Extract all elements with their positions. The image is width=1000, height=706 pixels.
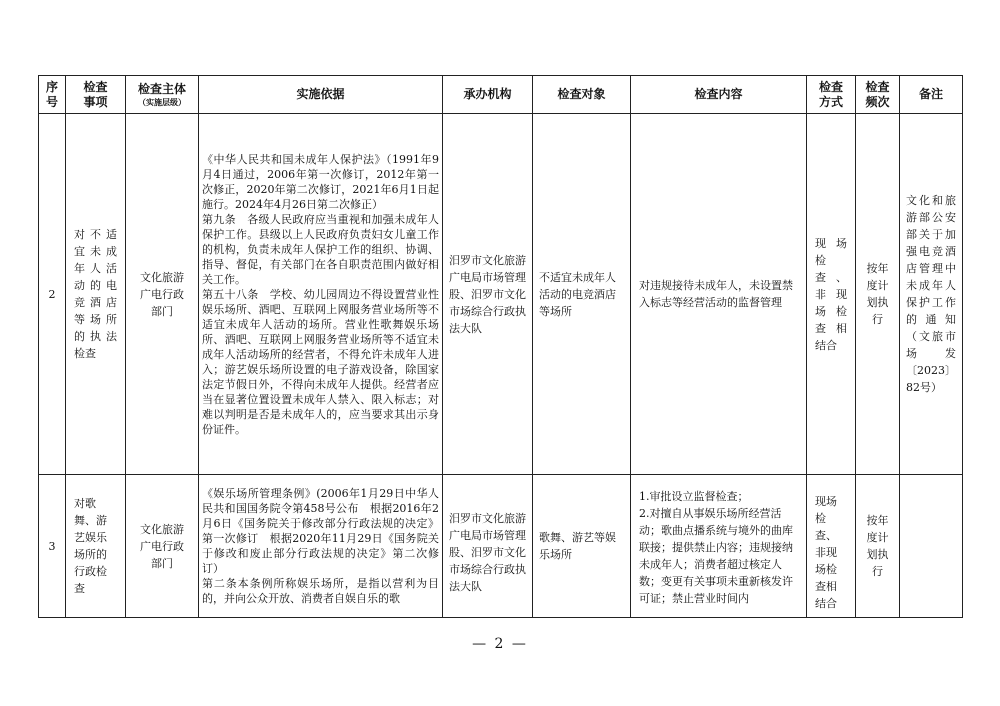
header-frequency: 检查频次 bbox=[856, 76, 900, 114]
header-method: 检查方式 bbox=[807, 76, 856, 114]
row-method: 现场检查、非现场检查相结合 bbox=[807, 475, 856, 618]
row-content: 1.审批设立监督检查； 2.对擅自从事娱乐场所经营活动；歌曲点播系统与境外的曲库联接；提供禁止内容；违规接纳未成年人；消费者超过核定人数；变更有关事项未重新核发许可证；禁止营业时间内 bbox=[631, 475, 807, 618]
page-number: — 2 — bbox=[472, 636, 528, 652]
row-subject: 文化旅游广电行政部门 bbox=[126, 114, 199, 475]
header-subject bbox=[126, 76, 199, 114]
row-item: 对歌舞、游艺娱乐场所的行政检查 bbox=[66, 475, 126, 618]
header-agency: 承办机构 bbox=[443, 76, 533, 114]
table-row bbox=[39, 475, 963, 618]
header-subject-label: 检查主体 bbox=[137, 81, 186, 96]
header-basis: 实施依据 bbox=[199, 76, 443, 114]
row-subject: 文化旅游广电行政部门 bbox=[126, 475, 199, 618]
header-subject-note: （实施层级） bbox=[138, 96, 186, 107]
row-seq: 2 bbox=[39, 114, 66, 475]
header-target: 检查对象 bbox=[533, 76, 631, 114]
inspection-table bbox=[38, 75, 963, 618]
row-item: 对不适宜未成年人活动的电竞酒店等场所的执法检查 bbox=[66, 114, 126, 475]
header-seq: 序号 bbox=[39, 76, 66, 114]
header-content: 检查内容 bbox=[631, 76, 807, 114]
row-frequency: 按年度计划执行 bbox=[856, 114, 900, 475]
row-basis: 《娱乐场所管理条例》(2006年1月29日中华人民共和国国务院令第458号公布 根据2016年2月6日《国务院关于修改部分行政法规的决定》第一次修订 根据2020年11月29日《国务院关于修改和废止部分行政法规的决定》第二次修订） 第二条本条例所称娱乐场所，是指以营利为目的，并向公众开放、消费者自娱自乐的歌 bbox=[199, 475, 443, 618]
header-row bbox=[39, 76, 963, 114]
row-remark: 文化和旅游部公安部关于加强电竞酒店管理中未成年人保护工作的通知（文旅市场发〔2023〕82号） bbox=[900, 114, 963, 475]
row-remark bbox=[900, 475, 963, 618]
row-seq: 3 bbox=[39, 475, 66, 618]
header-remark: 备注 bbox=[900, 76, 963, 114]
row-agency: 汨罗市文化旅游广电局市场管理股、汨罗市文化市场综合行政执法大队 bbox=[443, 114, 533, 475]
row-target: 不适宜未成年人活动的电竞酒店等场所 bbox=[533, 114, 631, 475]
row-basis: 《中华人民共和国未成年人保护法》（1991年9月4日通过，2006年第一次修订，2012年第一次修正，2020年第二次修订，2021年6月1日起施行。2024年4月26日第二次修正） 第九条 各级人民政府应当重视和加强未成年人保护工作。县级以上人民政府负责妇女儿童工作的机构，负责未成年人保护工作的组织、协调、指导、督促，有关部门在各自职责范围内做好相关工作。 第五十八条 学校、幼儿园周边不得设置营业性娱乐场所、酒吧、互联网上网服务营业场所等不适宜未成年人活动的场所。营业性歌舞娱乐场所、酒吧、互联网上网服务营业场所等不适宜未成年人活动场所的经营者，不得允许未成年人进入；游艺娱乐场所设置的电子游戏设备，除国家法定节假日外，不得向未成年人提供。经营者应当在显著位置设置未成年人禁入、限入标志；对难以判明是否是未成年人的，应当要求其出示身份证件。 bbox=[199, 114, 443, 475]
header-item: 检查事项 bbox=[66, 76, 126, 114]
row-frequency: 按年度计划执行 bbox=[856, 475, 900, 618]
row-agency: 汨罗市文化旅游广电局市场管理股、汨罗市文化市场综合行政执法大队 bbox=[443, 475, 533, 618]
row-target: 歌舞、游艺等娱乐场所 bbox=[533, 475, 631, 618]
row-content: 对违规接待未成年人，未设置禁入标志等经营活动的监督管理 bbox=[631, 114, 807, 475]
row-method: 现场检查、非现场检查相结合 bbox=[807, 114, 856, 475]
table-row bbox=[39, 114, 963, 475]
